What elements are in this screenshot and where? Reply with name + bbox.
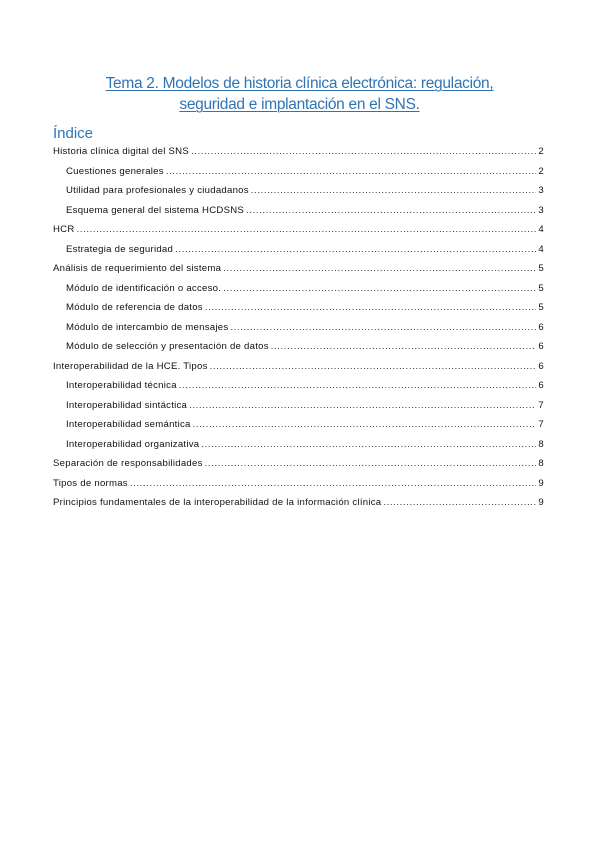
toc-dot-leader [179, 380, 536, 391]
toc-page-number: 3 [538, 204, 544, 216]
toc-entry[interactable] [53, 400, 544, 420]
toc-entry[interactable] [53, 302, 544, 322]
toc-dot-leader [201, 439, 536, 450]
toc-entry[interactable] [53, 224, 544, 244]
toc-entry-label: Módulo de referencia de datos [66, 302, 203, 313]
toc-dot-leader [191, 146, 536, 157]
toc-entry[interactable] [53, 458, 544, 478]
toc-page-number: 4 [538, 224, 544, 235]
toc-entry-label: Interoperabilidad sintáctica [66, 399, 188, 411]
toc-dot-leader [77, 224, 536, 235]
toc-dot-leader [175, 244, 536, 255]
toc-dot-leader [205, 458, 536, 469]
toc-dot-leader [246, 205, 536, 216]
toc-heading: Índice [53, 125, 94, 142]
toc-page-number: 5 [538, 302, 544, 313]
toc-entry-label: Cuestiones generales [66, 165, 164, 177]
toc-page-number: 5 [538, 282, 544, 294]
toc-entry-label: Módulo de intercambio de mensajes [66, 321, 229, 333]
document-title-line-1: Tema 2. Modelos de historia clínica electrónica: regulación, [105, 75, 494, 92]
toc-page-number: 6 [538, 321, 544, 333]
toc-entry-label: Utilidad para profesionales y ciudadanos [66, 185, 249, 196]
document-title-line-2: seguridad e implantación en el SNS. [179, 96, 420, 113]
toc-dot-leader [166, 166, 536, 177]
toc-entry[interactable] [53, 361, 544, 381]
toc-entry[interactable] [53, 419, 544, 439]
toc-dot-leader [271, 341, 536, 352]
toc-entry-label: HCR [53, 224, 75, 235]
toc-page-number: 2 [538, 146, 544, 157]
toc-dot-leader [210, 361, 536, 372]
toc-entry-label: Interoperabilidad organizativa [66, 438, 200, 450]
toc-page-number: 2 [538, 165, 544, 177]
toc-entry[interactable] [53, 341, 544, 361]
toc-dot-leader [130, 478, 536, 489]
toc-entry-label: Análisis de requerimiento del sistema [53, 263, 222, 274]
toc-dot-leader [383, 497, 536, 508]
toc-entry[interactable] [53, 478, 544, 498]
toc-page-number: 7 [538, 419, 544, 430]
toc-page-number: 7 [538, 399, 544, 411]
document-title[interactable] [60, 73, 539, 115]
toc-dot-leader [230, 322, 536, 333]
toc-entry[interactable] [53, 439, 544, 459]
toc-entry[interactable] [53, 322, 544, 342]
table-of-contents [53, 146, 544, 517]
toc-entry[interactable] [53, 380, 544, 400]
toc-entry-label: Esquema general del sistema HCDSNS [66, 204, 245, 216]
toc-entry[interactable] [53, 185, 544, 205]
toc-entry-label: Interoperabilidad técnica [66, 380, 177, 391]
toc-dot-leader [223, 283, 536, 294]
toc-entry[interactable] [53, 283, 544, 303]
toc-entry[interactable] [53, 166, 544, 186]
toc-page-number: 8 [538, 438, 544, 450]
toc-page-number: 3 [538, 185, 544, 196]
toc-dot-leader [193, 419, 536, 430]
toc-entry-label: Principios fundamentales de la interoperabilidad de la información clínica [53, 497, 382, 508]
toc-entry[interactable] [53, 205, 544, 225]
toc-page-number: 6 [538, 341, 544, 352]
toc-dot-leader [205, 302, 536, 313]
toc-dot-leader [189, 400, 536, 411]
toc-entry-label: Interoperabilidad semántica [66, 419, 191, 430]
toc-entry-label: Separación de responsabilidades [53, 458, 203, 469]
toc-page-number: 8 [538, 458, 544, 469]
toc-entry[interactable] [53, 244, 544, 264]
toc-entry-label: Tipos de normas [53, 477, 128, 489]
toc-entry-label: Estrategia de seguridad [66, 243, 174, 255]
toc-entry-label: Historia clínica digital del SNS [53, 146, 189, 157]
toc-page-number: 4 [538, 243, 544, 255]
toc-page-number: 5 [538, 263, 544, 274]
toc-entry-label: Módulo de identificación o acceso. [66, 282, 222, 294]
toc-page-number: 9 [538, 497, 544, 508]
toc-entry-label: Módulo de selección y presentación de datos [66, 341, 269, 352]
toc-entry[interactable] [53, 263, 544, 283]
toc-entry-label: Interoperabilidad de la HCE. Tipos [53, 360, 208, 372]
toc-page-number: 6 [538, 380, 544, 391]
toc-entry[interactable] [53, 146, 544, 166]
toc-page-number: 9 [538, 477, 544, 489]
toc-entry[interactable] [53, 497, 544, 517]
toc-dot-leader [251, 185, 536, 196]
toc-dot-leader [223, 263, 536, 274]
toc-page-number: 6 [538, 360, 544, 372]
